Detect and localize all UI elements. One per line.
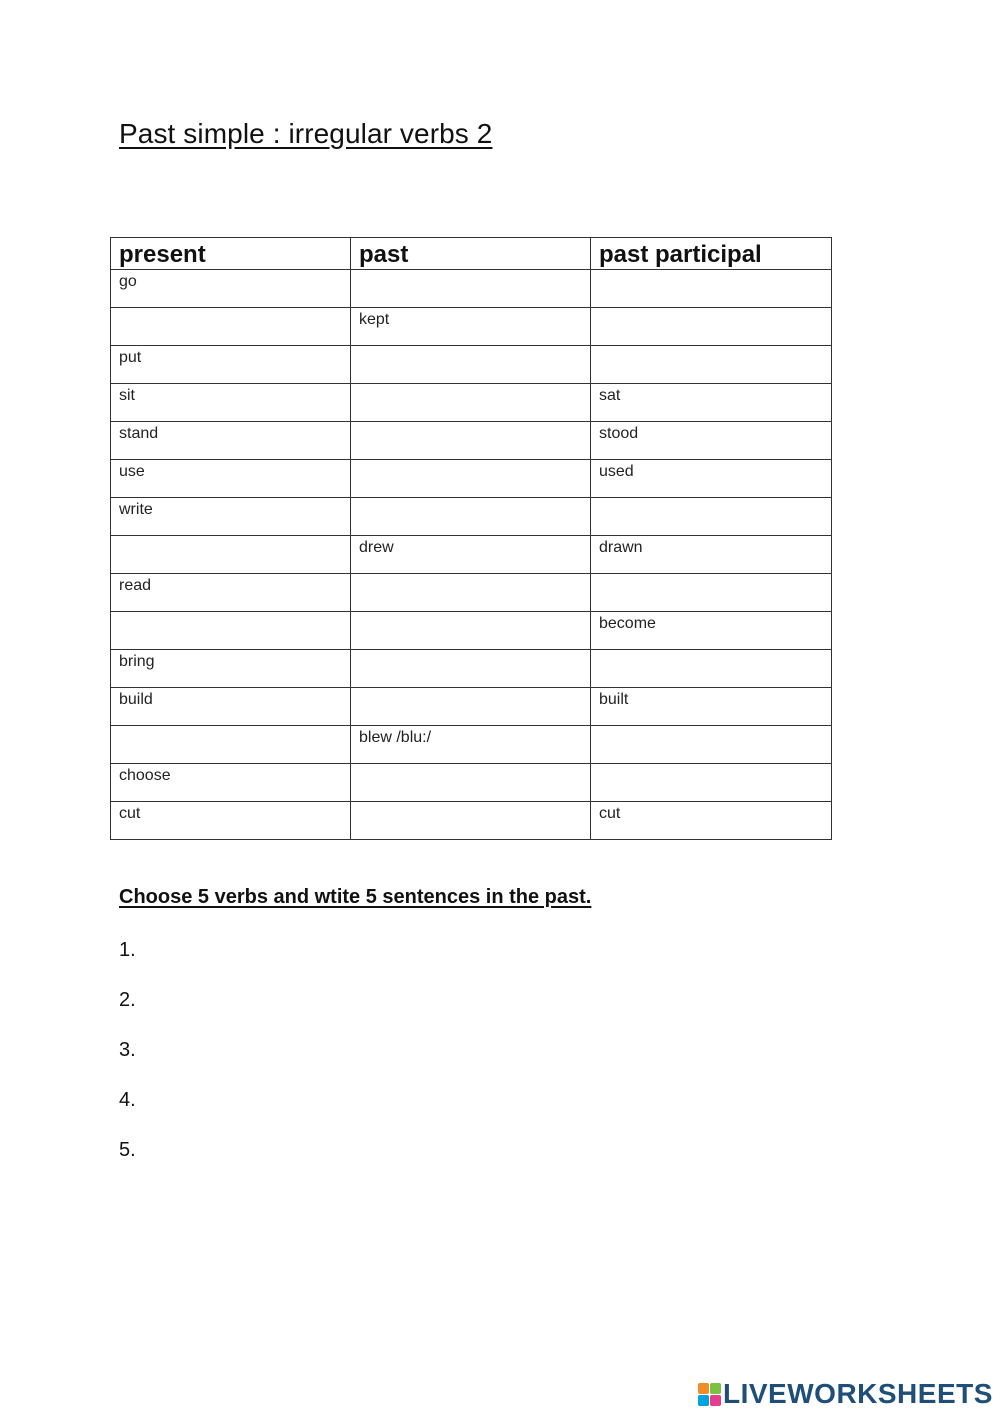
table-row xyxy=(111,536,832,574)
past-participal-cell: drawn xyxy=(591,536,832,574)
past-cell[interactable] xyxy=(351,498,591,536)
past-participal-cell[interactable] xyxy=(591,346,832,384)
past-participal-cell: stood xyxy=(591,422,832,460)
table-row xyxy=(111,764,832,802)
present-cell: go xyxy=(111,270,351,308)
past-participal-cell[interactable] xyxy=(591,498,832,536)
table-row xyxy=(111,726,832,764)
sentence-line[interactable]: 1. xyxy=(119,939,136,961)
present-cell: sit xyxy=(111,384,351,422)
table-row xyxy=(111,422,832,460)
liveworksheets-logo-icon xyxy=(698,1383,721,1406)
past-cell[interactable] xyxy=(351,764,591,802)
header-past-participal: past participal xyxy=(591,238,832,270)
past-participal-cell: sat xyxy=(591,384,832,422)
present-cell: stand xyxy=(111,422,351,460)
logo-square xyxy=(710,1395,721,1406)
past-cell[interactable] xyxy=(351,270,591,308)
past-cell: kept xyxy=(351,308,591,346)
past-cell[interactable] xyxy=(351,346,591,384)
sentence-line[interactable]: 5. xyxy=(119,1139,136,1161)
header-past: past xyxy=(351,238,591,270)
table-body xyxy=(111,270,832,840)
table-header-row xyxy=(111,238,832,270)
present-cell: cut xyxy=(111,802,351,840)
past-participal-cell: used xyxy=(591,460,832,498)
present-cell: build xyxy=(111,688,351,726)
table-row xyxy=(111,574,832,612)
present-cell: put xyxy=(111,346,351,384)
table-row xyxy=(111,498,832,536)
past-cell[interactable] xyxy=(351,384,591,422)
present-cell: use xyxy=(111,460,351,498)
table-row xyxy=(111,688,832,726)
past-cell: blew /blu:/ xyxy=(351,726,591,764)
present-cell: choose xyxy=(111,764,351,802)
past-participal-cell: become xyxy=(591,612,832,650)
past-participal-cell[interactable] xyxy=(591,650,832,688)
past-cell[interactable] xyxy=(351,422,591,460)
present-cell[interactable] xyxy=(111,612,351,650)
past-cell[interactable] xyxy=(351,688,591,726)
past-participal-cell[interactable] xyxy=(591,308,832,346)
table-row xyxy=(111,650,832,688)
table-row xyxy=(111,346,832,384)
sentence-line[interactable]: 4. xyxy=(119,1089,136,1111)
past-cell[interactable] xyxy=(351,460,591,498)
present-cell: bring xyxy=(111,650,351,688)
past-cell[interactable] xyxy=(351,612,591,650)
page-title: Past simple : irregular verbs 2 xyxy=(119,118,493,149)
verbs-table xyxy=(110,237,832,840)
past-participal-cell[interactable] xyxy=(591,574,832,612)
present-cell: read xyxy=(111,574,351,612)
present-cell[interactable] xyxy=(111,536,351,574)
table-row xyxy=(111,270,832,308)
logo-square xyxy=(710,1383,721,1394)
sentence-line[interactable]: 2. xyxy=(119,989,136,1011)
header-present: present xyxy=(111,238,351,270)
table-row xyxy=(111,384,832,422)
present-cell: write xyxy=(111,498,351,536)
sentence-line[interactable]: 3. xyxy=(119,1039,136,1061)
past-cell[interactable] xyxy=(351,802,591,840)
past-participal-cell: built xyxy=(591,688,832,726)
past-cell[interactable] xyxy=(351,574,591,612)
table-row xyxy=(111,802,832,840)
past-participal-cell[interactable] xyxy=(591,726,832,764)
present-cell[interactable] xyxy=(111,726,351,764)
logo-square xyxy=(698,1383,709,1394)
sentence-list xyxy=(119,936,136,1186)
past-participal-cell[interactable] xyxy=(591,764,832,802)
table-row xyxy=(111,612,832,650)
table-row xyxy=(111,308,832,346)
past-cell: drew xyxy=(351,536,591,574)
past-cell[interactable] xyxy=(351,650,591,688)
past-participal-cell[interactable] xyxy=(591,270,832,308)
logo-square xyxy=(698,1395,709,1406)
instruction-text: Choose 5 verbs and wtite 5 sentences in the past. xyxy=(119,886,592,908)
brand-name: LIVEWORKSHEETS xyxy=(723,1378,993,1409)
table-row xyxy=(111,460,832,498)
present-cell[interactable] xyxy=(111,308,351,346)
brand-footer xyxy=(698,1378,993,1410)
past-participal-cell: cut xyxy=(591,802,832,840)
